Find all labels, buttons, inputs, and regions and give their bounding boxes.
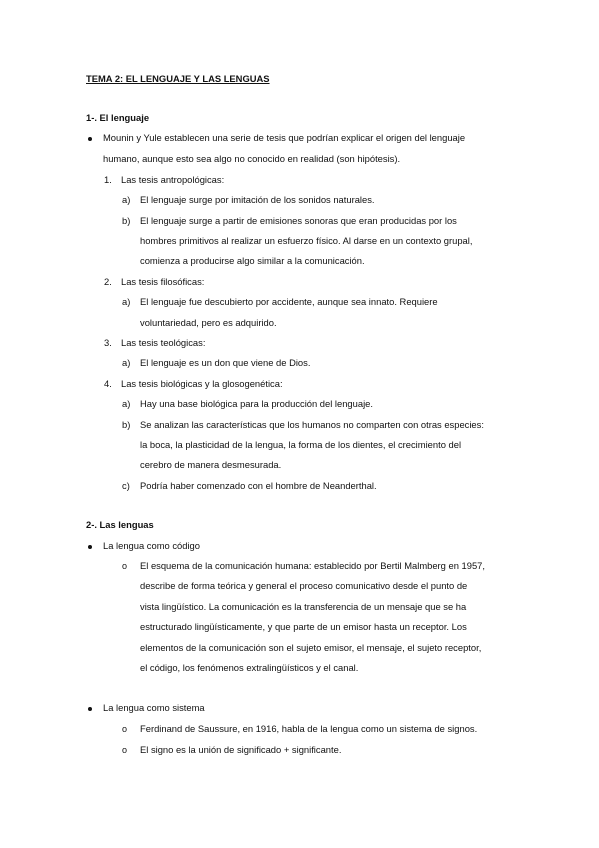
codigo-line: elementos de la comunicación son el sujeto emisor, el mensaje, el sujeto receptor, [140, 642, 482, 653]
subitem-line: El lenguaje es un don que viene de Dios. [140, 357, 311, 368]
item-3-number: 3. [104, 337, 112, 348]
subitem-mark: b) [122, 419, 131, 430]
item-4-number: 4. [104, 378, 112, 389]
item-4-label: Las tesis biológicas y la glosogenética: [121, 378, 283, 389]
bullet-icon [88, 707, 92, 711]
codigo-line: vista lingüístico. La comunicación es la transferencia de un mensaje que se ha [140, 601, 467, 612]
subitem-line: Se analizan las características que los humanos no comparten con otras especies: [140, 419, 484, 430]
subitem-line: Podría haber comenzado con el hombre de Neanderthal. [140, 480, 377, 491]
codigo-line: el código, los fenómenos extralingüísticos y el canal. [140, 662, 359, 673]
subitem-line: comienza a producirse algo similar a la comunicación. [140, 255, 365, 266]
sistema-line: Ferdinand de Saussure, en 1916, habla de la lengua como un sistema de signos. [140, 723, 478, 734]
bullet-icon [88, 545, 92, 549]
subitem-mark: a) [122, 296, 131, 307]
subitem-mark: c) [122, 480, 130, 491]
circle-bullet-icon: o [122, 561, 128, 571]
subitem-line: la boca, la plasticidad de la lengua, la forma de los dientes, el crecimiento del [140, 439, 462, 450]
intro-line-1: Mounin y Yule establecen una serie de tesis que podrían explicar el origen del lenguaje [103, 132, 466, 143]
section-1-heading: 1-. El lenguaje [86, 112, 150, 123]
subitem-line: Hay una base biológica para la producción del lenguaje. [140, 398, 373, 409]
circle-bullet-icon: o [122, 724, 128, 734]
intro-line-2: humano, aunque esto sea algo no conocido en realidad (son hipótesis). [103, 153, 401, 164]
subitem-line: El lenguaje surge por imitación de los sonidos naturales. [140, 194, 375, 205]
subitem-mark: a) [122, 398, 131, 409]
item-3-label: Las tesis teológicas: [121, 337, 206, 348]
codigo-line: estructurado lingüísticamente, y que parte de un emisor hasta un receptor. Los [140, 621, 467, 632]
item-2-number: 2. [104, 276, 112, 287]
item-2-label: Las tesis filosóficas: [121, 276, 205, 287]
codigo-label: La lengua como código [103, 540, 200, 551]
subitem-mark: a) [122, 194, 131, 205]
subitem-line: cerebro de manera desmesurada. [140, 459, 282, 470]
section-2-heading: 2-. Las lenguas [86, 519, 154, 530]
sistema-label: La lengua como sistema [103, 702, 205, 713]
subitem-line: hombres primitivos al realizar un esfuerzo físico. Al darse en un contexto grupal, [140, 235, 473, 246]
circle-bullet-icon: o [122, 745, 128, 755]
sistema-line: El signo es la unión de significado + significante. [140, 744, 342, 755]
codigo-line: El esquema de la comunicación humana: establecido por Bertil Malmberg en 1957, [140, 560, 485, 571]
document-title: TEMA 2: EL LENGUAJE Y LAS LENGUAS [86, 73, 270, 84]
item-1-label: Las tesis antropológicas: [121, 174, 225, 185]
item-1-number: 1. [104, 174, 112, 185]
subitem-line: El lenguaje surge a partir de emisiones sonoras que eran producidas por los [140, 215, 457, 226]
subitem-line: El lenguaje fue descubierto por accidente, aunque sea innato. Requiere [140, 296, 438, 307]
subitem-mark: a) [122, 357, 131, 368]
subitem-mark: b) [122, 215, 131, 226]
codigo-line: describe de forma teórica y general el proceso comunicativo desde el punto de [140, 580, 468, 591]
bullet-icon [88, 137, 92, 141]
subitem-line: voluntariedad, pero es adquirido. [140, 317, 277, 328]
